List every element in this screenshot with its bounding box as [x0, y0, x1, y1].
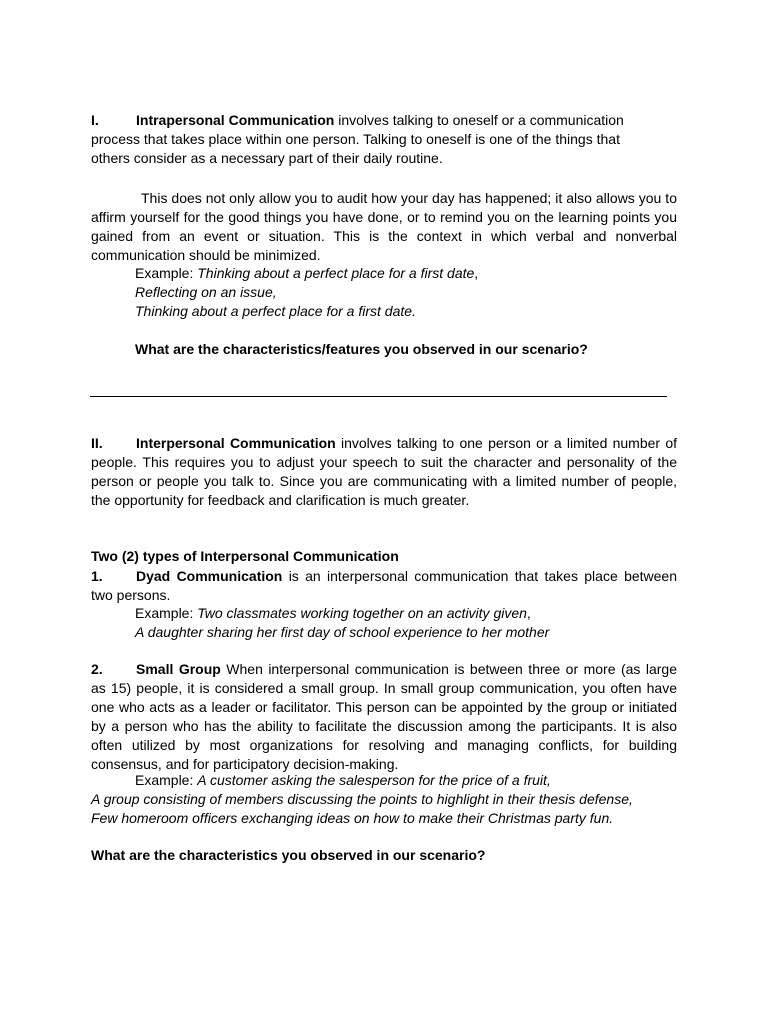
definition-text: is an interpersonal communication that takes place between two persons.: [91, 568, 678, 603]
intrapersonal-examples: [91, 264, 677, 321]
example-separator: ,: [474, 265, 479, 281]
example-line-1: [135, 604, 677, 623]
term-small-group: Small Group: [136, 661, 221, 677]
intrapersonal-line-3: others consider as a necessary part of their daily routine.: [91, 150, 443, 166]
example-label: Example:: [135, 605, 198, 621]
example-label: Example:: [135, 772, 198, 788]
question-text: What are the characteristics/features you observed in our scenario?: [135, 341, 588, 357]
example-item: Thinking about a perfect place for a first date.: [135, 303, 416, 319]
question-intrapersonal: [135, 340, 695, 359]
example-item: Reflecting on an issue,: [135, 284, 277, 300]
small-group-examples: [91, 771, 677, 828]
types-heading-text: Two (2) types of Interpersonal Communication: [91, 548, 399, 564]
answer-line: [90, 396, 667, 397]
example-item: A group consisting of members discussing the points to highlight in their thesis defense,: [91, 791, 633, 807]
section-numeral: II.: [91, 435, 103, 451]
item-number: 2.: [91, 661, 103, 677]
example-item: Few homeroom officers exchanging ideas on how to make their Christmas party fun.: [91, 810, 614, 826]
definition-text: involves talking to one person or a limited number of people. This requires you to adjust your speech to suit the character and personality of the person or people you talk to. Since you are communicating with a limited number of people, the opportunity for feedback and clarification is much greater.: [91, 435, 678, 508]
section-interpersonal-definition: [91, 434, 677, 510]
item-number: 1.: [91, 568, 103, 584]
term-dyad: Dyad Communication: [136, 568, 283, 584]
example-item: A customer asking the salesperson for the price of a fruit,: [197, 772, 551, 788]
example-line-1: [91, 771, 677, 790]
example-item: A daughter sharing her first day of school experience to her mother: [135, 624, 550, 640]
small-group-definition: [91, 660, 677, 774]
question-interpersonal: [91, 846, 677, 865]
section-numeral: I.: [91, 112, 99, 128]
example-item: Thinking about a perfect place for a first date: [197, 265, 475, 281]
intrapersonal-line-2: process that takes place within one person. Talking to oneself is one of the things that: [91, 131, 620, 147]
question-text: What are the characteristics you observed in our scenario?: [91, 847, 486, 863]
dyad-examples: [91, 604, 677, 642]
term-interpersonal: Interpersonal Communication: [136, 435, 336, 451]
term-intrapersonal: Intrapersonal Communication: [136, 112, 335, 128]
section-intrapersonal-definition: [91, 111, 677, 168]
example-line-1: [135, 264, 677, 283]
intrapersonal-line-1: [91, 111, 677, 130]
definition-text: When interpersonal communication is between three or more (as large as 15) people, it is considered a small group. In small group communication, you often have one who acts as a leader or facilitator. This person can be appointed by the group or initiated by a person who has the ability to facilitate the discussion among the participants. It is also often utilized by most organizations for resolving and managing conflicts, for building consensus, and for participatory decision-making.: [91, 661, 677, 772]
definition-text: involves talking to oneself or a communication: [334, 112, 624, 128]
example-item: Two classmates working together on an activity given: [197, 605, 527, 621]
dyad-definition: [91, 567, 677, 605]
example-separator: ,: [526, 605, 531, 621]
types-heading: [91, 547, 677, 566]
intrapersonal-paragraph: This does not only allow you to audit how your day has happened; it also allows you to affirm yourself for the good things you have done, or to remind you on the learning points you gained from an event or situation. This is the context in which verbal and nonverbal communication should be minimized.: [91, 190, 677, 263]
example-label: Example:: [135, 265, 198, 281]
